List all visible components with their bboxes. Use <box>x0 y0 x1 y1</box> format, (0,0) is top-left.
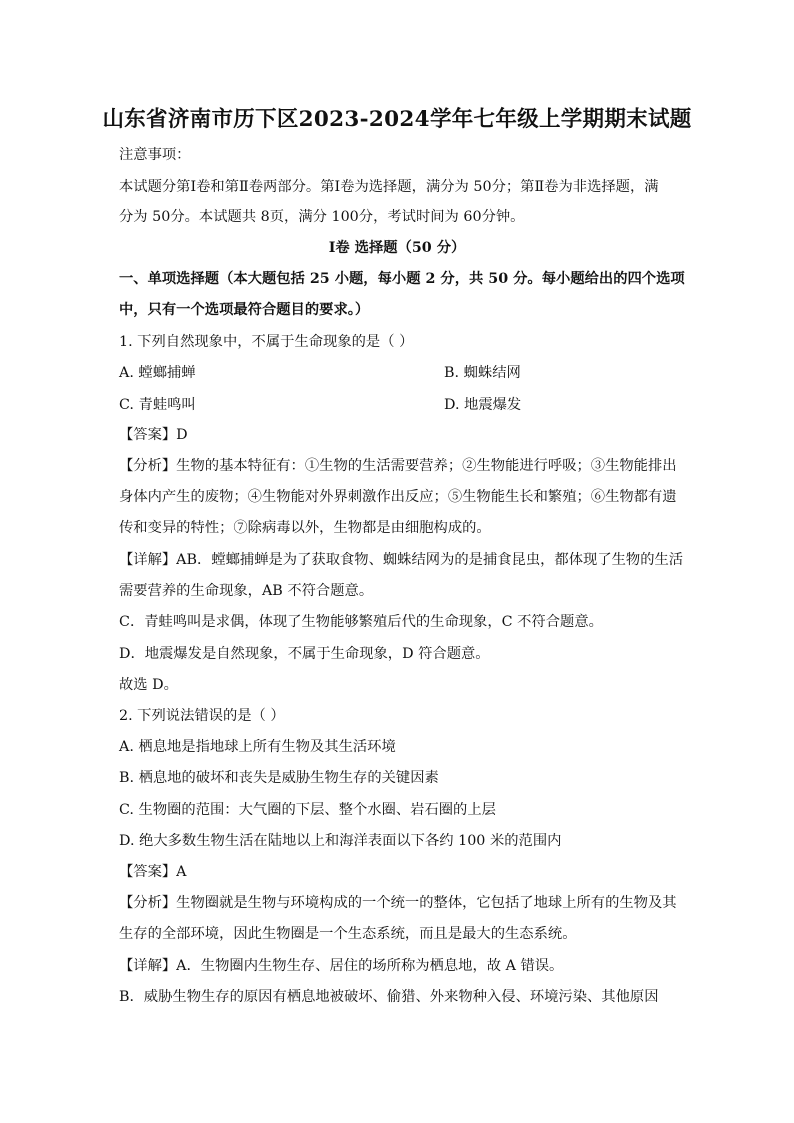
part-intro-line-1: 一、单项选择题（本大题包括 25 小题，每小题 2 分，共 50 分。每小题给出的四个选项 <box>119 271 685 287</box>
q1-detail-line-2: 需要营养的生命现象，AB 不符合题意。 <box>119 583 374 599</box>
q1-detail-line-3: C．青蛙鸣叫是求偶，体现了生物能够繁殖后代的生命现象，C 不符合题意。 <box>119 614 603 630</box>
q1-analysis-line-1: 【分析】生物的基本特征有：①生物的生活需要营养；②生物能进行呼吸；③生物能排出 <box>119 458 677 474</box>
q1-detail-line-4: D．地震爆发是自然现象，不属于生命现象，D 符合题意。 <box>119 646 490 662</box>
q1-detail-line-1: 【详解】AB．螳螂捕蝉是为了获取食物、蜘蛛结网为的是捕食昆虫，都体现了生物的生活 <box>119 552 684 568</box>
page-title: 山东省济南市历下区2023-2024学年七年级上学期期末试题 <box>102 107 692 132</box>
q1-analysis-line-3: 传和变异的特性；⑦除病毒以外，生物都是由细胞构成的。 <box>119 520 491 536</box>
q1-conclusion: 故选 D。 <box>119 677 178 693</box>
notice-line-2: 分为 50分。本试题共 8页，满分 100分，考试时间为 60分钟。 <box>119 209 525 225</box>
notice-line-1: 本试题分第Ⅰ卷和第Ⅱ卷两部分。第Ⅰ卷为选择题，满分为 50分；第Ⅱ卷为非选择题，满 <box>119 179 659 195</box>
q1-answer: 【答案】D <box>119 427 188 443</box>
q2-analysis-line-2: 生存的全部环境，因此生物圈是一个生态系统，而且是最大的生态系统。 <box>119 926 577 942</box>
q2-option-a: A. 栖息地是指地球上所有生物及其生活环境 <box>119 739 396 755</box>
q1-stem: 1. 下列自然现象中，不属于生命现象的是（ ） <box>119 334 414 350</box>
q1-option-d: D. 地震爆发 <box>444 397 522 413</box>
q2-analysis-line-1: 【分析】生物圈就是生物与环境构成的一个统一的整体，它包括了地球上所有的生物及其 <box>119 895 677 911</box>
notice-label: 注意事项： <box>119 147 191 163</box>
q2-stem: 2. 下列说法错误的是（ ） <box>119 708 285 724</box>
q2-option-c: C. 生物圈的范围：大气圈的下层、整个水圈、岩石圈的上层 <box>119 802 496 818</box>
section-title: Ⅰ卷 选择题（50 分） <box>328 240 466 256</box>
q2-option-b: B. 栖息地的破坏和丧失是威胁生物生存的关键因素 <box>119 770 439 786</box>
q1-option-c: C. 青蛙鸣叫 <box>119 397 196 413</box>
q1-option-a: A. 螳螂捕蝉 <box>119 365 196 381</box>
q1-analysis-line-2: 身体内产生的废物；④生物能对外界刺激作出反应；⑤生物能生长和繁殖；⑥生物都有遗 <box>119 489 677 505</box>
q1-option-b: B. 蜘蛛结网 <box>444 365 521 381</box>
q2-option-d: D. 绝大多数生物生活在陆地以上和海洋表面以下各约 100 米的范围内 <box>119 833 562 849</box>
q2-answer: 【答案】A <box>119 864 187 880</box>
q2-detail-line-1: 【详解】A．生物圈内生物生存、居住的场所称为栖息地，故 A 错误。 <box>119 958 564 974</box>
part-intro-line-2: 中，只有一个选项最符合题目的要求。） <box>119 302 370 318</box>
q2-detail-line-2: B．威胁生物生存的原因有栖息地被破坏、偷猎、外来物种入侵、环境污染、其他原因 <box>119 989 659 1005</box>
